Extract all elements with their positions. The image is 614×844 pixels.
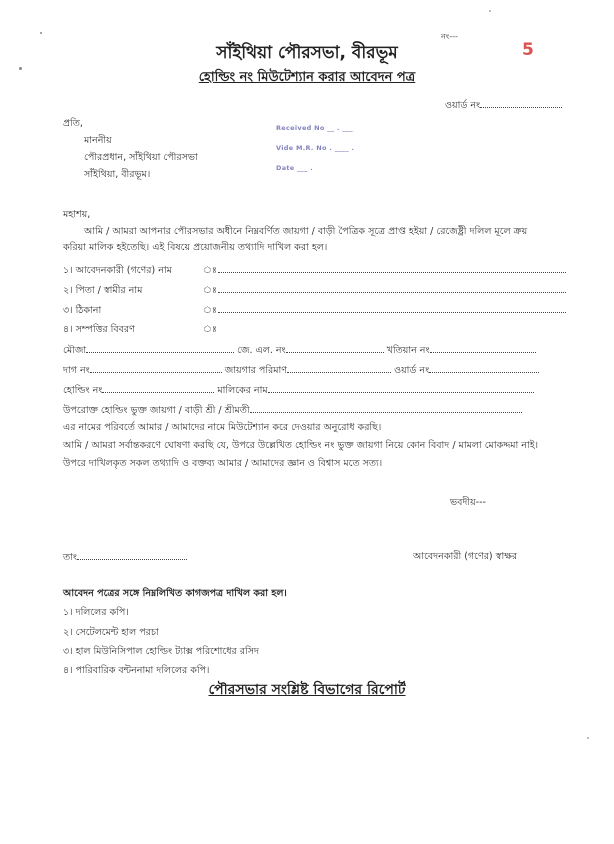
ward-number-blank — [480, 98, 562, 108]
applicant-name-row: ১। আবেদনকারী (গণের) নাম ঃ — [63, 263, 568, 279]
date-blank — [77, 550, 187, 560]
declaration-line-2: আমি / আমরা সর্বান্তকরণে ঘোষণা করছি যে, উপরে উল্লেখিত হোল্ডিং নং ভুক্ত জায়গা নিয়ে কোন বিবাদ / মামলা মোকদ্দমা নাই। — [63, 440, 539, 451]
jl-no-label: জে. এল. নং — [237, 345, 286, 356]
attachment-item-4: ৪। পারিবারিক বন্টননামা দলিলের কপি। — [63, 665, 210, 676]
ward-number-label: ওয়ার্ড নং — [445, 100, 481, 111]
received-stamp-line-3: Date ___ . — [276, 164, 314, 172]
applicant-name-label: ১। আবেদনকারী (গণের) নাম — [63, 265, 172, 276]
property-description-label: ৪। সম্পত্তির বিবরণ — [63, 324, 135, 335]
dag-row — [63, 363, 568, 379]
scan-speck — [40, 32, 42, 34]
ward-number-field — [445, 98, 562, 114]
attachment-item-2: ২। সেটেলমেন্ট হাল পরচা — [63, 627, 159, 638]
date-label: তাং — [63, 552, 77, 563]
holding-owner-row — [63, 403, 568, 419]
form-subtitle: হোল্ডিং নং মিউটেশ্যান করার আবেদন পত্র — [198, 70, 416, 85]
address-honorific: মাননীয় — [84, 135, 112, 146]
mouza-label: মৌজা — [63, 345, 87, 356]
form-title: সাঁইথিয়া পৌরসভা, বীরভূম — [216, 43, 398, 63]
attachments-heading: আবেদন পত্রের সঙ্গে নিম্নলিখিত কাগজপত্র দাখিল করা হল। — [63, 588, 287, 599]
salutation: মহাশয়, — [63, 209, 91, 220]
father-name-blank — [218, 283, 566, 293]
municipality-report-title: পৌরসভার সংশ্লিষ্ট বিভাগের রিপোর্ট — [208, 682, 406, 698]
address-label: ৩। ঠিকানা — [63, 305, 102, 316]
father-name-label: ২। পিতা / স্বামীর নাম — [63, 285, 143, 296]
address-row: ৩। ঠিকানা ঃ — [63, 303, 568, 319]
address-recipient: পৌরপ্রধান, সাঁইথিয়া পৌরসভা — [84, 152, 198, 163]
scan-speck — [587, 737, 589, 739]
dag-label: দাগ নং — [63, 365, 90, 376]
address-to: প্রতি, — [63, 118, 83, 129]
scan-speck — [19, 67, 22, 70]
holding-label: হোল্ডিং নং — [63, 385, 103, 396]
father-name-row: ২। পিতা / স্বামীর নাম ঃ — [63, 283, 568, 299]
ward-label: ওয়ার্ড নং — [394, 365, 430, 376]
declaration-line-3: উপরে দাখিলকৃত সকল তথ্যাদি ও বক্তব্য আমার / আমাদের জ্ঞান ও বিশ্বাস মতে সত্য। — [63, 458, 383, 469]
page-number: 5 — [522, 40, 534, 60]
applicant-name-blank — [218, 263, 566, 273]
body-paragraph-line-2: করিয়া মালিক হইতেছি। এই বিষয়ে প্রয়োজনীয় তথ্যাদি দাখিল করা হল। — [63, 242, 328, 253]
attachment-item-1: ১। দলিলের কপি। — [63, 607, 129, 618]
body-paragraph-line-1: আমি / আমরা আপনার পৌরসভার অধীনে নিম্নবর্ণিত জায়গা / বাড়ী পৈত্রিক সূত্রে প্রাপ্ত হইয়া / রেজেষ্ট্রী দলিল মূলে ক্রয় — [84, 226, 528, 237]
area-label: জায়গার পরিমাণ — [224, 365, 288, 376]
received-stamp-line-2: Vide M.R. No . ____ . — [276, 144, 355, 152]
date-field — [63, 550, 187, 566]
address-place: সাঁইথিয়া, বীরভূম। — [84, 169, 151, 180]
holding-row — [63, 383, 568, 399]
serial-label: নং--- — [441, 32, 458, 41]
holding-owner-label: উপরোক্ত হোল্ডিং ভুক্ত জায়গা / বাড়ী শ্রী / শ্রীমতী — [63, 405, 250, 416]
mouza-row — [63, 343, 568, 359]
yours-faithfully: ভবদীয়--- — [450, 497, 486, 508]
received-stamp-line-1: Received No __ . ___ — [276, 124, 353, 132]
scan-speck — [489, 10, 491, 12]
attachment-item-3: ৩। হাল মিউনিসিপাল হোল্ডিং ট্যাক্স পরিশোধের রসিদ — [63, 646, 259, 657]
applicant-signature-label: আবেদনকারী (গণের) স্বাক্ষর — [413, 551, 518, 562]
khatian-label: খতিয়ান নং — [386, 345, 430, 356]
owner-label: মালিকের নাম — [217, 385, 268, 396]
address-blank — [218, 303, 566, 313]
declaration-line-1: এর নামের পরিবর্তে আমার / আমাদের নামে মিউটেশ্যান করে দেওয়ার অনুরোধ করছি। — [63, 422, 382, 433]
property-description-row: ৪। সম্পত্তির বিবরণ ঃ — [63, 323, 568, 338]
